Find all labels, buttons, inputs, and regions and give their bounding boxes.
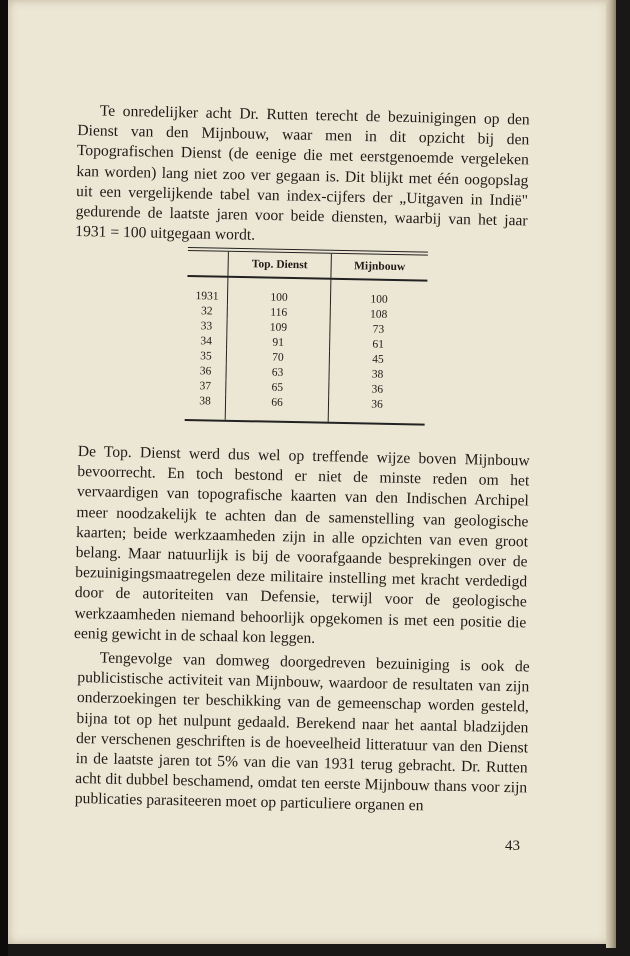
- page-edge: [606, 0, 616, 948]
- header-year: [187, 251, 228, 277]
- cell-year: 38: [199, 395, 211, 408]
- cell-year: 33: [200, 320, 213, 333]
- page-number: 43: [505, 838, 520, 854]
- cell-year: 36: [199, 365, 212, 378]
- paragraph-second: [74, 442, 530, 653]
- index-table-grid: [185, 251, 428, 424]
- paragraph-third: [75, 648, 530, 819]
- paragraph-second-text: De Top. Dienst werd dus wel op treffende wijze boven Mijnbouw bevoorrecht. En toch bestond er niet de minste reden om het vervaardigen van topografische kaarten van den Indischen Archipel meer noodzakelijk te achten dan de samenstelling van geologische kaarten; beide werkzaamheden zijn in alle opzichten van even groot belang. Maar natuurlijk is bij de voorafgaande besprekingen over de bezuinigingsmaatregelen deze militaire instelling met kracht verdedigd door de autoriteiten van Defensie, terwijl voor de geologische werkzaamheden niemand behoorlijk opgekomen is met een positie die eenig gewicht in de schaal kon leggen.: [73, 442, 530, 647]
- cell-year: 1931: [195, 290, 219, 303]
- cell-mijnbouw: 73: [372, 323, 385, 336]
- cell-mijnbouw: 36: [371, 383, 384, 396]
- cell-mijnbouw: 38: [371, 368, 384, 381]
- cell-year: 32: [200, 305, 213, 318]
- cell-top-dienst: 65: [226, 380, 329, 397]
- paragraph-intro: [75, 101, 530, 252]
- cell-top-dienst: 91: [227, 335, 330, 352]
- header-top-dienst: Top. Dienst: [228, 252, 331, 279]
- cell-mijnbouw: 108: [369, 308, 388, 321]
- cell-mijnbouw: 36: [371, 398, 383, 411]
- cell-top-dienst: 100: [227, 277, 331, 307]
- cell-top-dienst: 70: [226, 350, 329, 367]
- cell-year: 37: [199, 380, 212, 393]
- cell-year: 35: [200, 350, 212, 363]
- cell-mijnbouw: 61: [372, 338, 385, 351]
- cell-year: 34: [200, 335, 213, 348]
- index-table: [185, 247, 428, 426]
- cell-top-dienst: 116: [227, 305, 330, 322]
- table-body: [185, 276, 428, 424]
- header-mijnbouw: Mijnbouw: [353, 260, 406, 274]
- book-gutter: [0, 0, 8, 956]
- cell-top-dienst: 66: [225, 395, 328, 422]
- cell-top-dienst: 63: [226, 365, 329, 382]
- book-page: [8, 0, 614, 944]
- cell-top-dienst: 109: [227, 320, 330, 337]
- cell-mijnbouw: 45: [372, 353, 384, 366]
- cell-mijnbouw: 100: [370, 293, 388, 306]
- paragraph-third-text: Tengevolge van domweg doorgedreven bezuiniging is ook de publicistische activiteit van Mijnbouw, waardoor de resultaten van zijn onderzoekingen ter beschikking van de gemeenschap worden gesteld, bijna tot op het nulpunt gedaald. Berekend naar het aantal bladzijden der verschenen geschriften is de hoeveelheid litteratuur van den Dienst in de laatste jaren tot 5% van die van 1931 terug gebracht. Dr. Rutten acht dit dubbel beschamend, omdat ten eerste Mijnbouw thans voor zijn publicaties parasiteeren moet op particuliere organen en: [74, 649, 530, 815]
- paragraph-intro-text: Te onredelijker acht Dr. Rutten terecht de bezuinigingen op den Dienst van den Mijnbouw, waar men in dit opzicht bij den Topografischen Dienst (de eenige die met eerstgenoemde vergeleken kan worden) lang niet zoo ver gegaan is. Dit blijkt met één oogopslag uit een vergelijkende tabel van index-cijfers der „Uitgaven in Indië" gedurende de laatste jaren voor beide diensten, waarbij van het jaar 1931 = 100 uitgegaan wordt.: [75, 102, 530, 244]
